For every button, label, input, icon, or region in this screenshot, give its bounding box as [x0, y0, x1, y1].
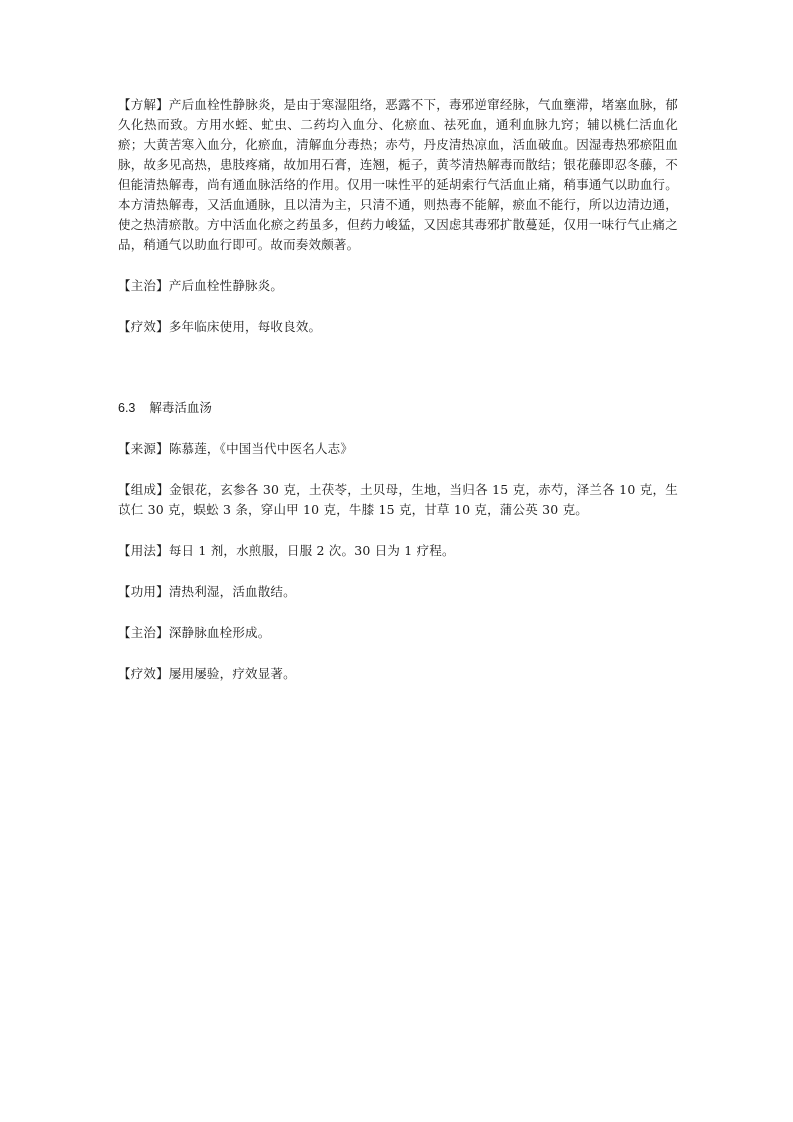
section-heading: [118, 398, 678, 418]
gongyong-tag: 【功用】: [118, 584, 169, 599]
liaoxiao-tag: 【疗效】: [118, 319, 169, 334]
yongfa-paragraph: [118, 541, 678, 561]
section-liaoxiao-text: 屡用屡验，疗效显著。: [168, 666, 296, 681]
fangjie-paragraph: [118, 95, 678, 255]
zucheng-text: 金银花，玄参各 30 克，土茯苓，土贝母，生地，当归各 15 克，赤芍，泽兰各 10 克，生苡仁 30 克，蜈蚣 3 条，穿山甲 10 克，牛膝 15 克，甘草 10 克，蒲公英 30 克。: [118, 482, 678, 517]
liaoxiao-text: 多年临床使用，每收良效。: [168, 319, 322, 334]
zhuzhi-paragraph: [118, 276, 678, 296]
yongfa-text: 每日 1 剂，水煎服，日服 2 次。30 日为 1 疗程。: [168, 543, 455, 558]
liaoxiao-paragraph: [118, 317, 678, 337]
fangjie-tag: 【方解】: [118, 97, 169, 112]
zucheng-tag: 【组成】: [118, 482, 170, 497]
zhuzhi-text: 产后血栓性静脉炎。: [168, 278, 284, 293]
section-title: 解毒活血汤: [149, 400, 212, 415]
zucheng-paragraph: [118, 480, 678, 520]
section-zhuzhi-paragraph: [118, 623, 678, 643]
zhuzhi-tag: 【主治】: [118, 278, 169, 293]
section-number: 6.3: [118, 401, 136, 415]
section-liaoxiao-paragraph: [118, 664, 678, 684]
document-page: [118, 95, 678, 684]
gongyong-paragraph: [118, 582, 678, 602]
laiyuan-paragraph: [118, 439, 678, 459]
section-zhuzhi-tag: 【主治】: [118, 625, 169, 640]
laiyuan-text: 陈慕莲，《中国当代中医名人志》: [168, 441, 354, 456]
yongfa-tag: 【用法】: [118, 543, 169, 558]
gongyong-text: 清热利湿，活血散结。: [168, 584, 296, 599]
laiyuan-tag: 【来源】: [118, 441, 169, 456]
section-zhuzhi-text: 深静脉血栓形成。: [168, 625, 271, 640]
section-liaoxiao-tag: 【疗效】: [118, 666, 169, 681]
fangjie-text: 产后血栓性静脉炎，是由于寒湿阻络，恶露不下，毒邪逆窜经脉，气血壅滞，堵塞血脉，郁久化热而致。方用水蛭、虻虫、二药均入血分、化瘀血、祛死血，通利血脉九窍；辅以桃仁活血化瘀；大黄苦寒入血分，化瘀血，清解血分毒热；赤芍，丹皮清热凉血，活血破血。因湿毒热邪瘀阻血脉，故多见高热，患肢疼痛，故加用石膏，连翘，栀子，黄芩清热解毒而散结；银花藤即忍冬藤，不但能清热解毒，尚有通血脉活络的作用。仅用一味性平的延胡索行气活血止痛，稍事通气以助血行。本方清热解毒，又活血通脉，且以清为主，只清不通，则热毒不能解，瘀血不能行，所以边清边通，使之热清瘀散。方中活血化瘀之药虽多，但药力峻猛，又因虑其毒邪扩散蔓延，仅用一味行气止痛之品，稍通气以助血行即可。故而奏效颇著。: [118, 97, 678, 252]
